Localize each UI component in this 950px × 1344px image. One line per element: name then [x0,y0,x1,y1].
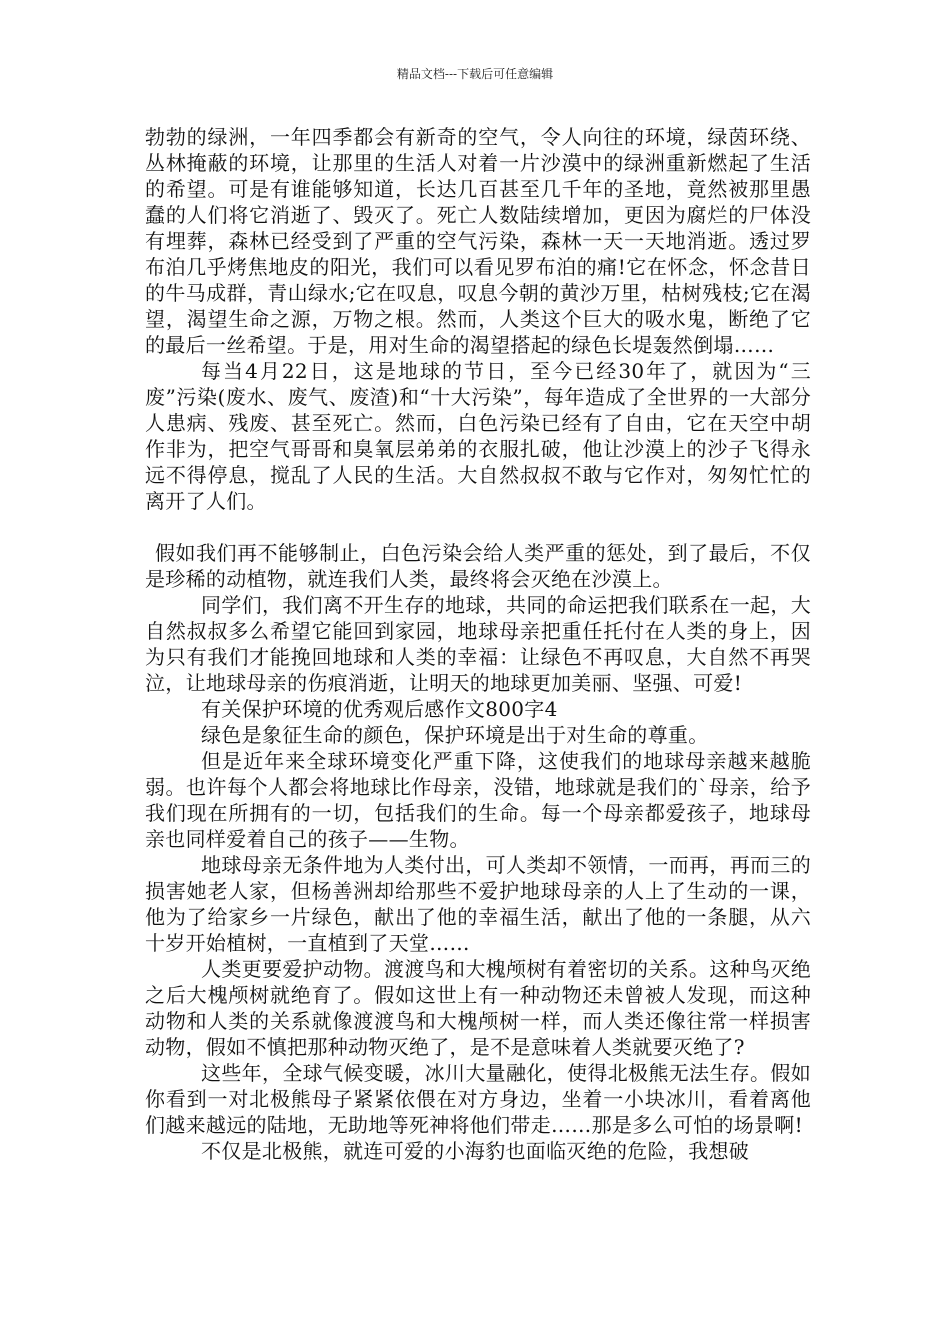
paragraph-8: 地球母亲无条件地为人类付出，可人类却不领情，一而再，再而三的损害她老人家，但杨善洲却给那些不爱护地球母亲的人上了生动的一课，他为了给家乡一片绿色，献出了他的幸福生活，献出了他的一条腿，从六十岁开始植树，一直植到了天堂…… [145,853,811,955]
paragraph-1: 勃勃的绿洲，一年四季都会有新奇的空气，令人向往的环境，绿茵环绕、丛林掩蔽的环境，让那里的生活人对着一片沙漠中的绿洲重新燃起了生活的希望。可是有谁能够知道，长达几百甚至几千年的圣地，竟然被那里愚蠢的人们将它消逝了、毁灭了。死亡人数陆续增加，更因为腐烂的尸体没有埋葬，森林已经受到了严重的空气污染，森林一天一天地消逝。透过罗布泊几乎烤焦地皮的阳光，我们可以看见罗布泊的痛!它在怀念，怀念昔日的牛马成群，青山绿水;它在叹息，叹息今朝的黄沙万里，枯树残枝;它在渴望，渴望生命之源，万物之根。然而，人类这个巨大的吸水鬼，断绝了它的最后一丝希望。于是，用对生命的渴望搭起的绿色长堤轰然倒塌…… [145,125,811,357]
essay-title: 有关保护环境的优秀观后感作文800字4 [201,697,558,721]
paragraph-3: 假如我们再不能够制止，白色污染会给人类严重的惩处，到了最后，不仅是珍稀的动植物，就连我们人类，最终将会灭绝在沙漠上。 [145,541,811,591]
paragraph-11: 不仅是北极熊，就连可爱的小海豹也面临灭绝的危险，我想破 [201,1139,750,1163]
paragraph-2: 每当4月22日，这是地球的节日，至今已经30年了，就因为“三废”污染(废水、废气、废渣)和“十大污染”，每年造成了全世界的一大部分人患病、残废、甚至死亡。然而，白色污染已经有了自由，它在天空中胡作非为，把空气哥哥和臭氧层弟弟的衣服扎破，他让沙漠上的沙子飞得永远不得停息，搅乱了人民的生活。大自然叔叔不敢与它作对，匆匆忙忙的离开了人们。 [145,359,811,513]
paragraph-6: 绿色是象征生命的颜色，保护环境是出于对生命的尊重。 [201,723,709,747]
paragraph-9: 人类更要爱护动物。渡渡鸟和大槐颅树有着密切的关系。这种鸟灭绝之后大槐颅树就绝育了。假如这世上有一种动物还未曾被人发现，而这种动物和人类的关系就像渡渡鸟和大槐颅树一样，而人类还像往常一样损害动物，假如不慎把那种动物灭绝了，是不是意味着人类就要灭绝了? [145,957,811,1059]
paragraph-10: 这些年，全球气候变暖，冰川大量融化，使得北极熊无法生存。假如你看到一对北极熊母子紧紧依偎在对方身边，坐着一小块冰川，看着离他们越来越远的陆地，无助地等死神将他们带走……那是多么可怕的场景啊! [145,1061,811,1137]
document-body [145,124,811,1164]
paragraph-7: 但是近年来全球环境变化严重下降，这使我们的地球母亲越来越脆弱。也许每个人都会将地球比作母亲，没错，地球就是我们的`母亲，给予我们现在所拥有的一切，包括我们的生命。每一个母亲都爱孩子，地球母亲也同样爱着自己的孩子——生物。 [145,749,811,851]
blank-line [145,514,811,540]
page-header: 精品文档---下载后可任意编辑 [396,67,554,81]
paragraph-4: 同学们，我们离不开生存的地球，共同的命运把我们联系在一起，大自然叔叔多么希望它能回到家园，地球母亲把重任托付在人类的身上，因为只有我们才能挽回地球和人类的幸福：让绿色不再叹息，大自然不再哭泣，让地球母亲的伤痕消逝，让明天的地球更加美丽、坚强、可爱! [145,593,811,695]
